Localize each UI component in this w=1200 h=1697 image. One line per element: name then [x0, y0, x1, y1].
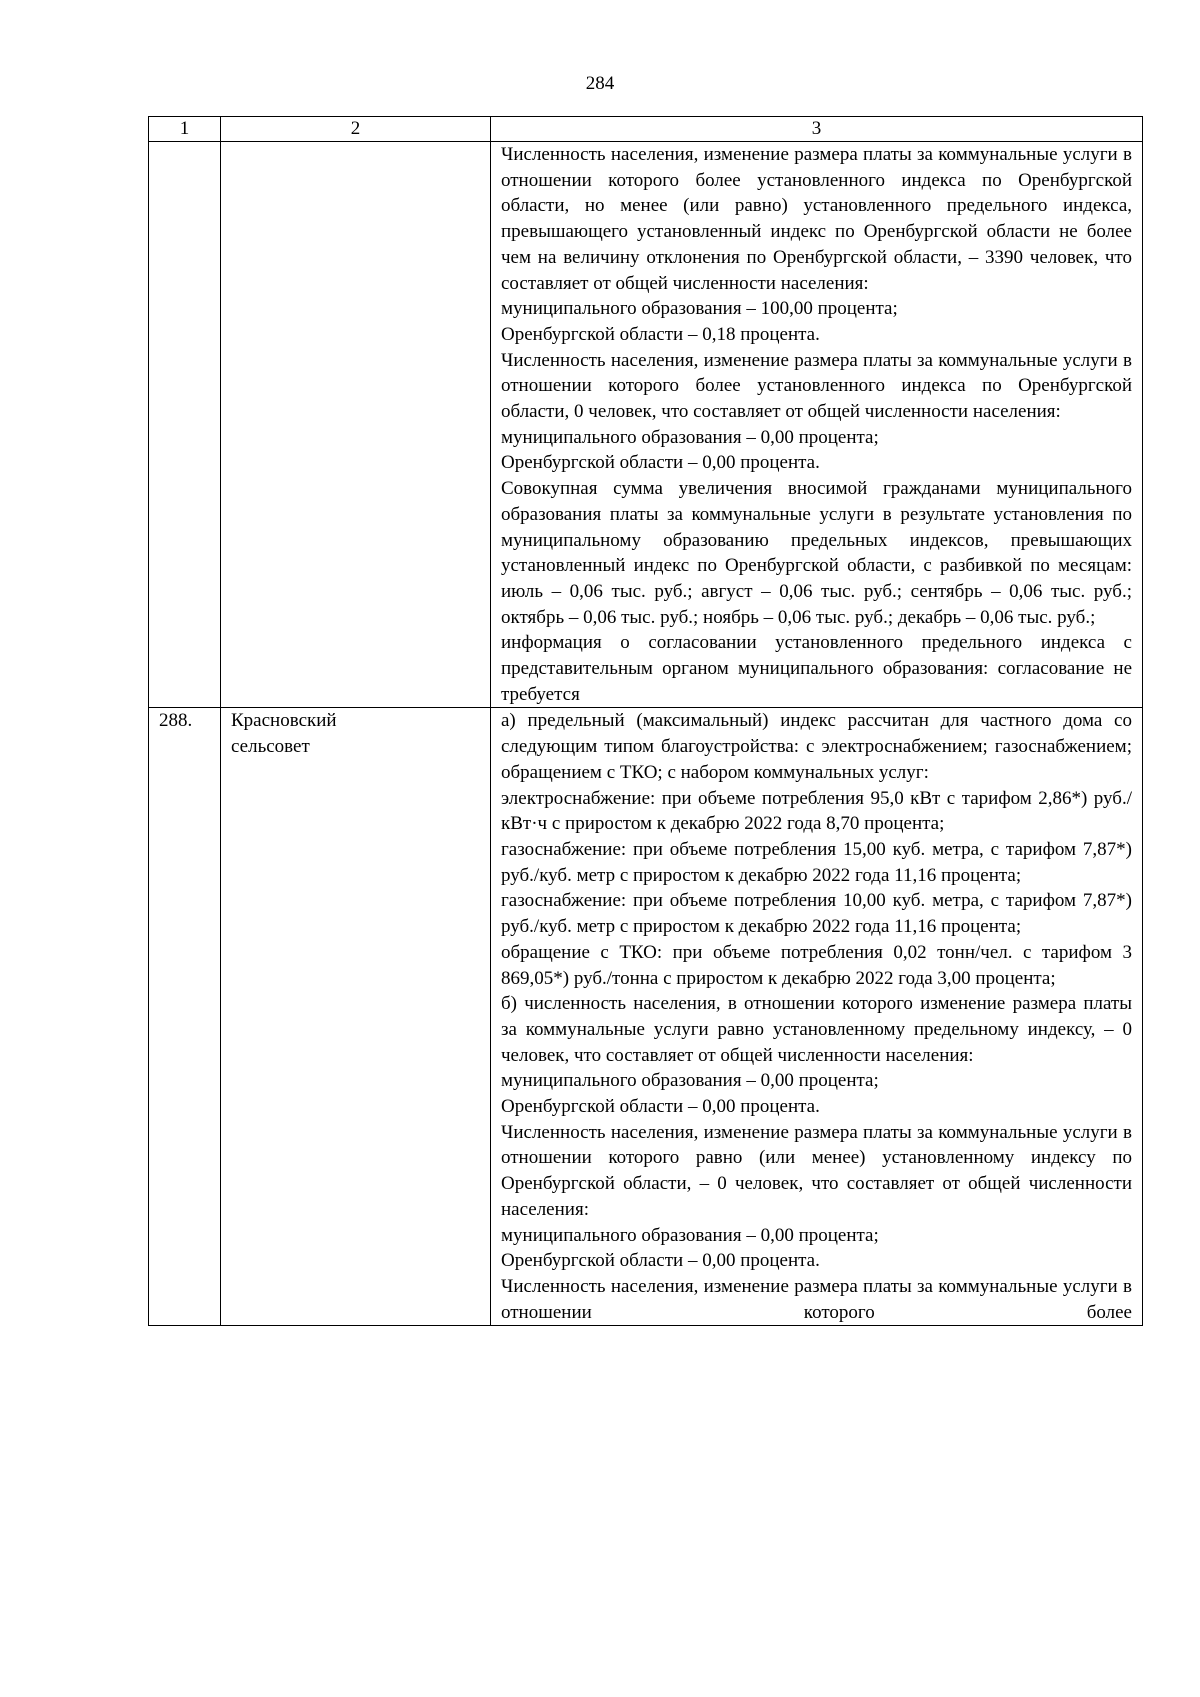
paragraph: а) предельный (максимальный) индекс рассчитан для частного дома со следующим типом благоустройства: с электроснабжением; газоснабжением; обращением с ТКО; с набором коммунальных услуг: — [501, 710, 1132, 783]
paragraph: муниципального образования – 100,00 процента; — [501, 298, 898, 320]
table-header-row — [149, 117, 1143, 142]
description-cell — [491, 142, 1143, 708]
municipality-name-cell — [221, 708, 491, 1326]
description-cell — [491, 708, 1143, 1326]
paragraph: Оренбургской области – 0,18 процента. — [501, 323, 820, 345]
municipality-name-line: Красновский — [231, 710, 337, 732]
paragraph: муниципального образования – 0,00 процента; — [501, 1070, 879, 1092]
paragraph: Численность населения, изменение размера платы за коммунальные услуги в отношении которого более установленного индекса по Оренбургской области, но менее (или равно) установленного предельного индекса, превышающего установленный индекс по Оренбургской области не более чем на величину отклонения по Оренбургской области, – 3390 человек, что составляет от общей численности населения: — [501, 144, 1132, 294]
paragraph: Оренбургской области – 0,00 процента. — [501, 1096, 820, 1118]
paragraph: электроснабжение: при объеме потребления 95,0 кВт с тарифом 2,86*) руб./кВт·ч с приростом к декабрю 2022 года 8,70 процента; — [501, 787, 1132, 835]
paragraph: Оренбургской области – 0,00 процента. — [501, 452, 820, 474]
indices-table — [148, 116, 1143, 1326]
table-row-288 — [149, 708, 1143, 1326]
paragraph: информация о согласовании установленного предельного индекса с представительным органом муниципального образования: согласование не требуется — [501, 632, 1132, 705]
paragraph: газоснабжение: при объеме потребления 10,00 куб. метра, с тарифом 7,87*) руб./куб. метр с приростом к декабрю 2022 года 11,16 процента; — [501, 890, 1132, 938]
paragraph: обращение с ТКО: при объеме потребления 0,02 тонн/чел. с тарифом 3 869,05*) руб./тонна с приростом к декабрю 2022 года 3,00 процента; — [501, 941, 1132, 989]
table-row-continuation — [149, 142, 1143, 708]
paragraph: муниципального образования – 0,00 процента; — [501, 1224, 879, 1246]
paragraph: Численность населения, изменение размера платы за коммунальные услуги в отношении которого равно (или менее) установленному индексу по Оренбургской области, – 0 человек, что составляет от общей численности населения: — [501, 1121, 1132, 1220]
paragraph: газоснабжение: при объеме потребления 15,00 куб. метра, с тарифом 7,87*) руб./куб. метр с приростом к декабрю 2022 года 11,16 процента; — [501, 838, 1132, 886]
column-header-2: 2 — [221, 117, 491, 142]
page-number: 284 — [585, 73, 615, 94]
municipality-name-line: сельсовет — [231, 736, 310, 758]
row-number-cell — [149, 142, 221, 708]
column-header-3: 3 — [491, 117, 1143, 142]
municipality-name-cell — [221, 142, 491, 708]
row-number-cell: 288. — [149, 708, 221, 1326]
column-header-1: 1 — [149, 117, 221, 142]
paragraph: б) численность населения, в отношении которого изменение размера платы за коммунальные услуги равно установленному предельному индексу, – 0 человек, что составляет от общей численности населения: — [501, 993, 1132, 1066]
paragraph: Оренбургской области – 0,00 процента. — [501, 1250, 820, 1272]
paragraph: Численность населения, изменение размера платы за коммунальные услуги в отношении которого более установленного индекса по Оренбургской области, 0 человек, что составляет от общей численности населения: — [501, 349, 1132, 423]
paragraph: Численность населения, изменение размера платы за коммунальные услуги в отношении которого более — [501, 1275, 1132, 1323]
paragraph: муниципального образования – 0,00 процента; — [501, 426, 879, 448]
paragraph: Совокупная сумма увеличения вносимой гражданами муниципального образования платы за коммунальные услуги в результате установления по муниципальному образованию предельных индексов, превышающих установленный индекс по Оренбургской области, с разбивкой по месяцам: июль – 0,06 тыс. руб.; август – 0,06 тыс. руб.; сентябрь – 0,06 тыс. руб.; октябрь – 0,06 тыс. руб.; ноябрь – 0,06 тыс. руб.; декабрь – 0,06 тыс. руб.; — [501, 478, 1132, 628]
